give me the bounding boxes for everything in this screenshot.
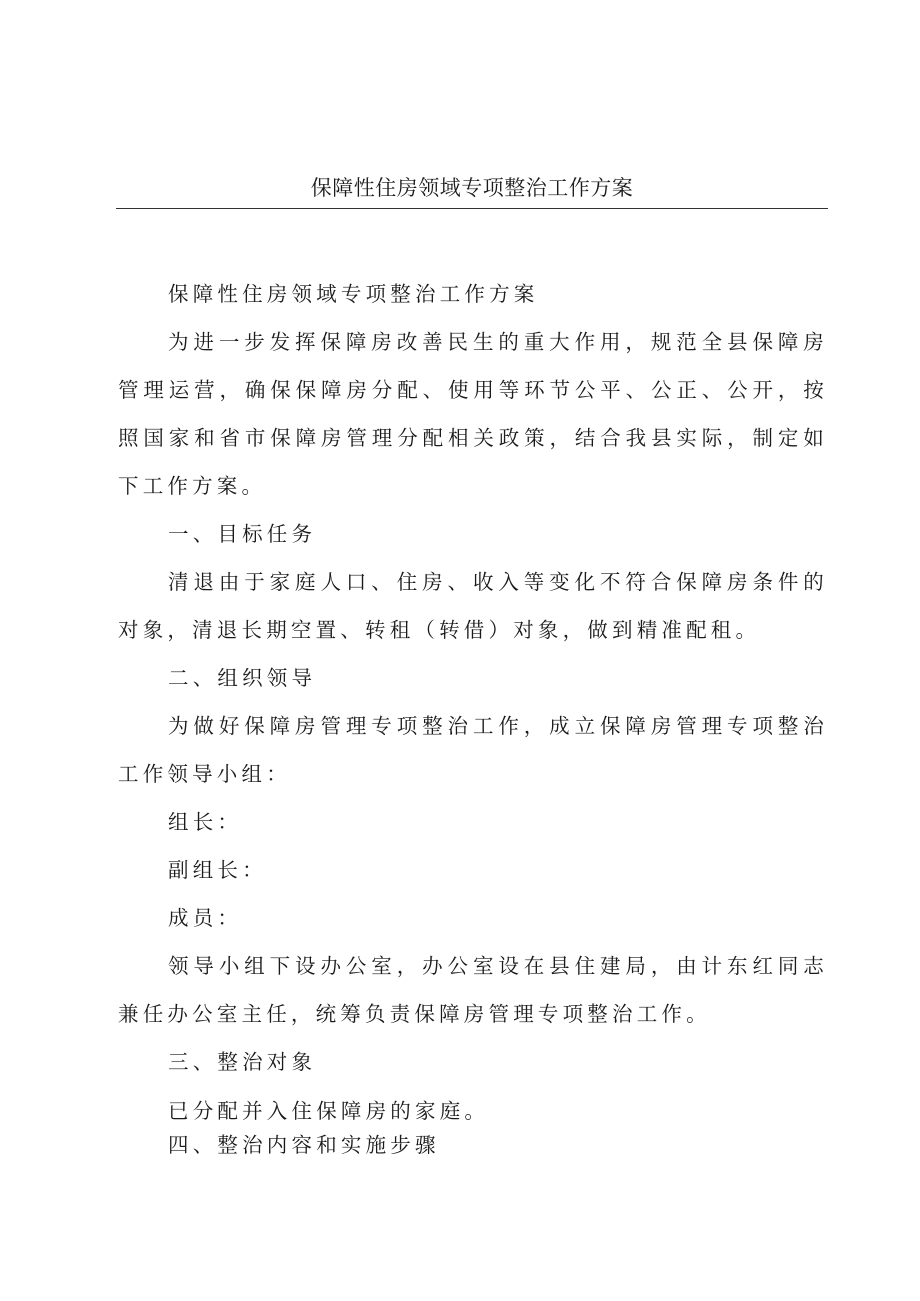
- members-line: 成员：: [168, 906, 243, 930]
- header-title: 保障性住房领域专项整治工作方案: [310, 176, 634, 200]
- section-heading-1: 一、目标任务: [168, 522, 317, 546]
- deputy-leader-line: 副组长：: [168, 858, 267, 882]
- intro-paragraph: 为进一步发挥保障房改善民生的重大作用，规范全县保障房管理运营，确保保障房分配、使用等环节公平、公正、公开，按照国家和省市保障房管理分配相关政策，结合我县实际，制定如下工作方案。: [118, 330, 828, 498]
- body-title: 保障性住房领域专项整治工作方案: [168, 282, 539, 306]
- section-1-paragraph: 清退由于家庭人口、住房、收入等变化不符合保障房条件的对象，清退长期空置、转租（转借）对象，做到精准配租。: [118, 570, 828, 642]
- section-heading-3: 三、整治对象: [168, 1050, 317, 1074]
- page-header: [116, 172, 828, 209]
- section-2-paragraph: 为做好保障房管理专项整治工作，成立保障房管理专项整治工作领导小组：: [118, 714, 828, 786]
- section-heading-4: 四、整治内容和实施步骤: [168, 1133, 440, 1157]
- document-body: [118, 270, 828, 1162]
- section-3-paragraph: 已分配并入住保障房的家庭。: [168, 1099, 490, 1123]
- office-paragraph: 领导小组下设办公室，办公室设在县住建局，由计东红同志兼任办公室主任，统筹负责保障房管理专项整治工作。: [118, 954, 828, 1026]
- leader-line: 组长：: [168, 810, 243, 834]
- section-heading-2: 二、组织领导: [168, 666, 317, 690]
